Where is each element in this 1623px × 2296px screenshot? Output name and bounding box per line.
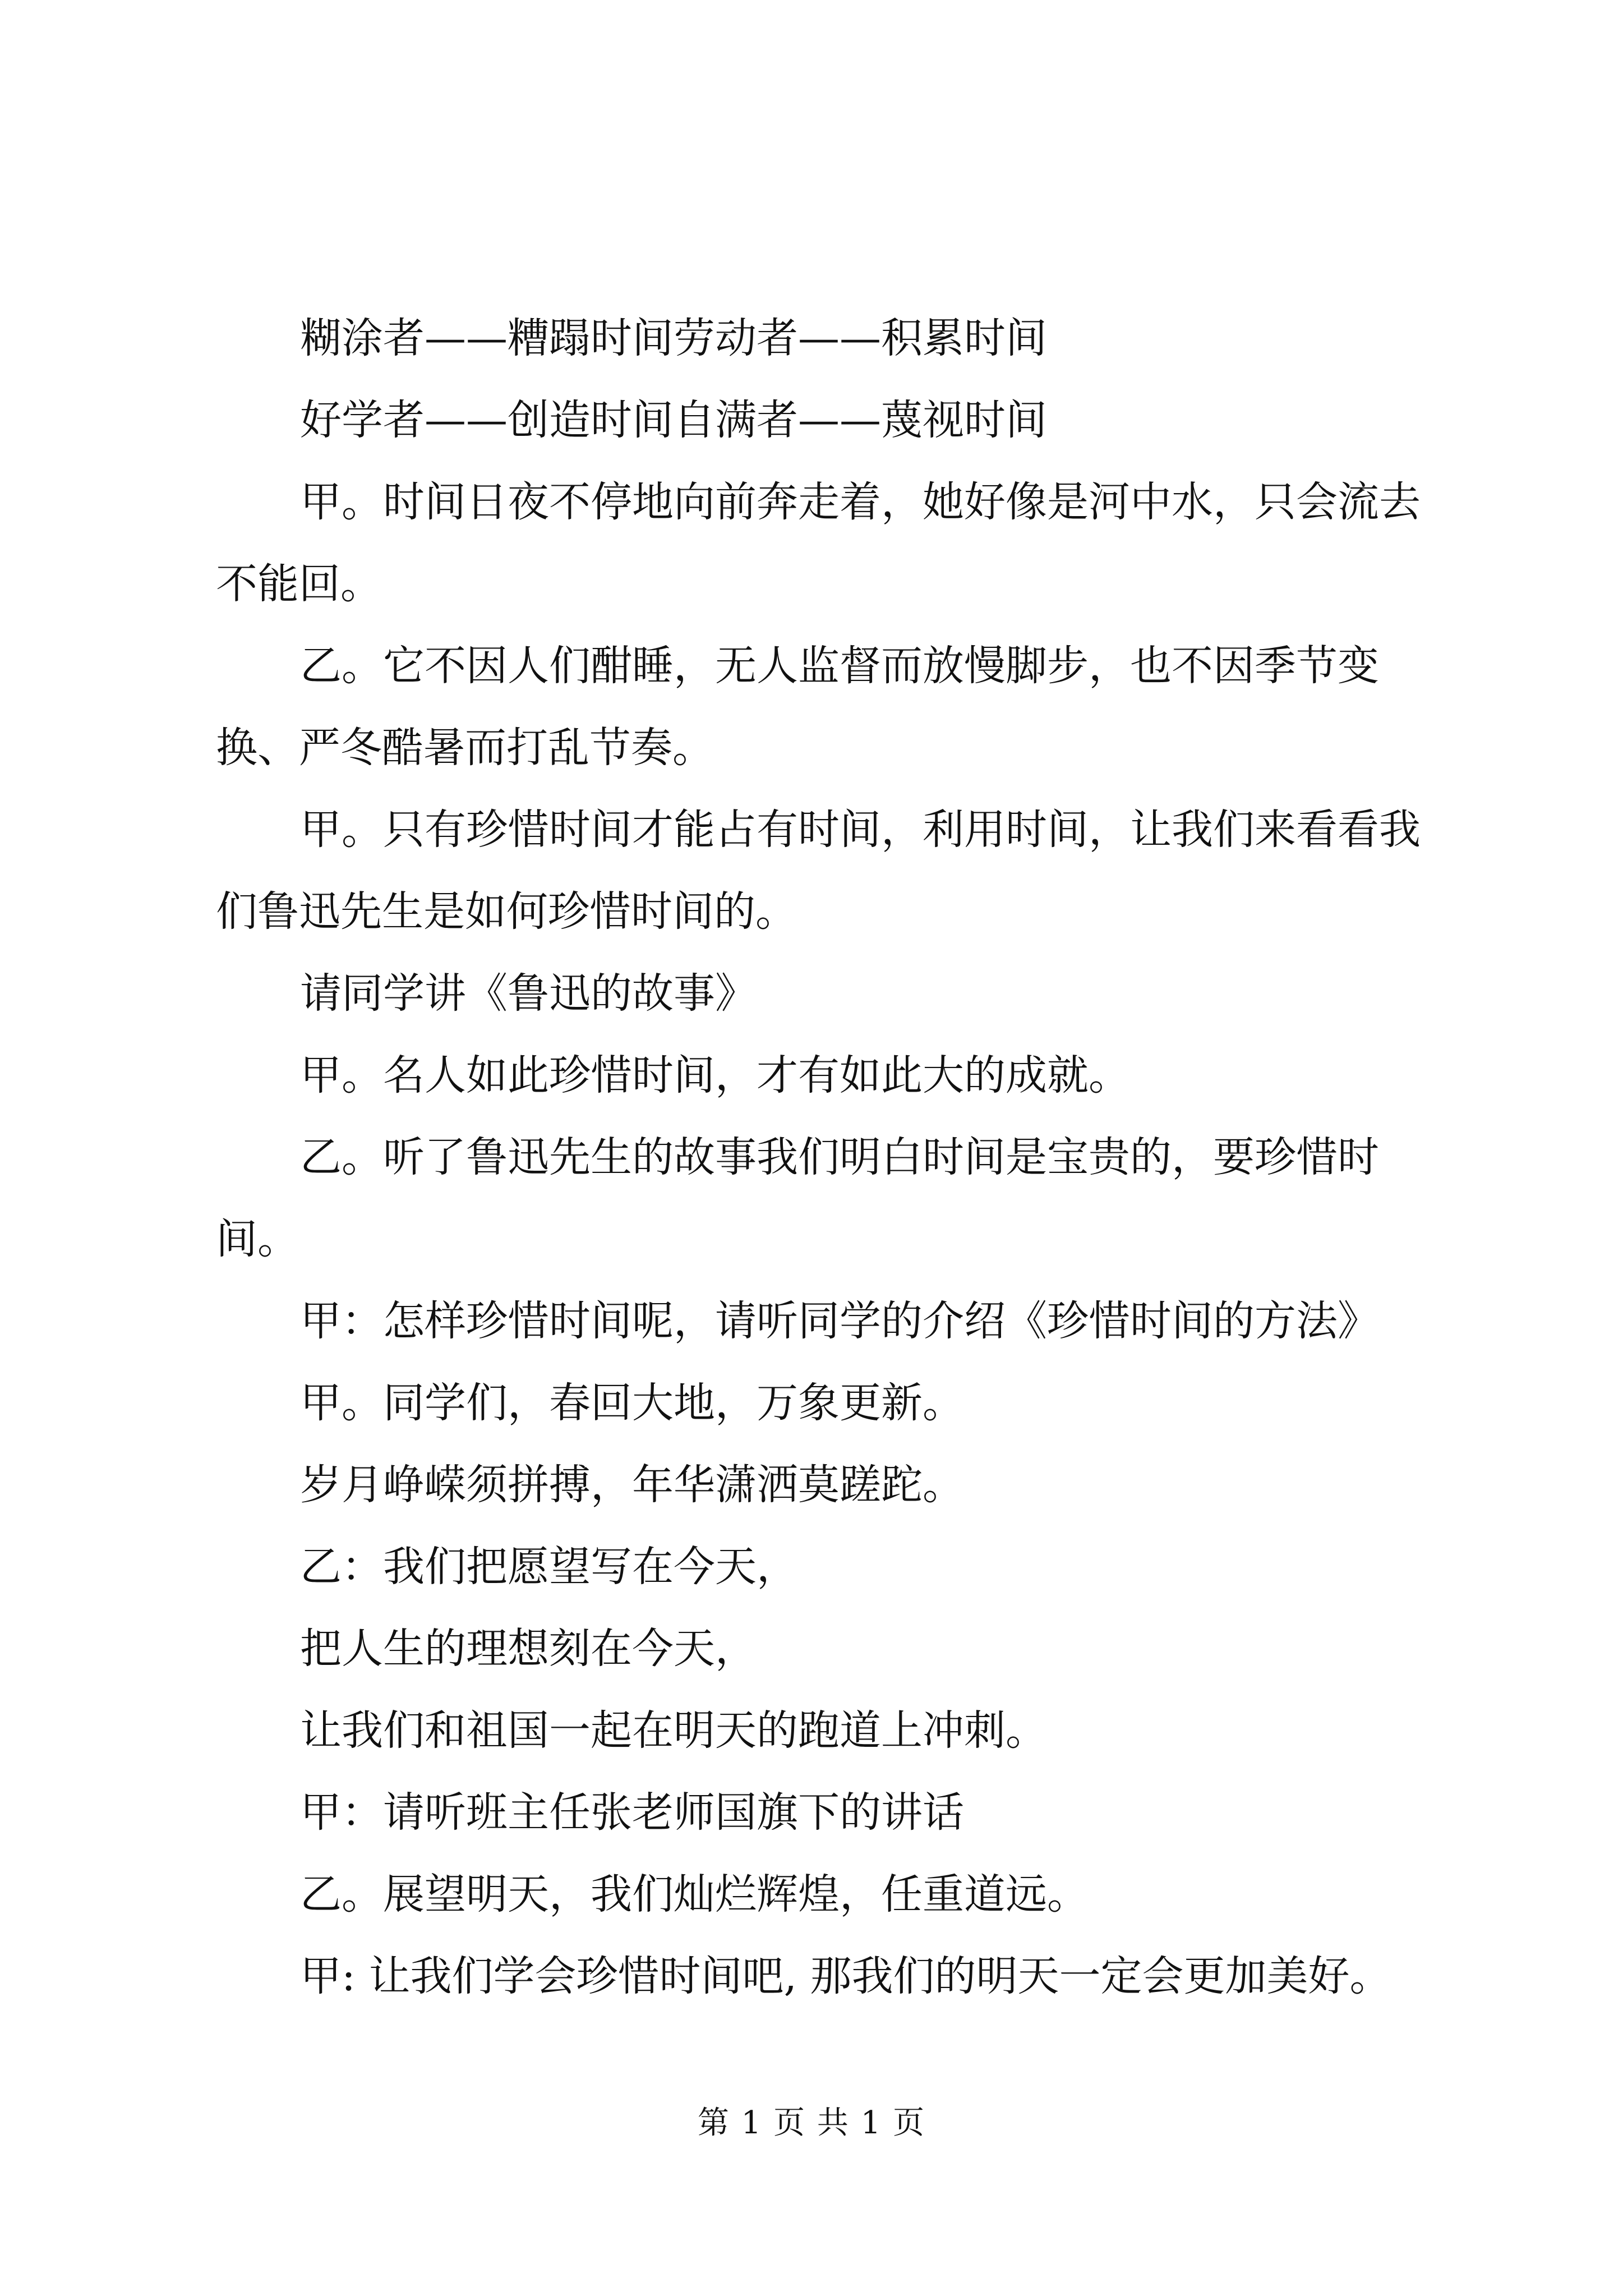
page-footer: 第 1 页 共 1 页 — [697, 2105, 926, 2141]
paragraph: 岁月峥嵘须拼搏，年华潇洒莫蹉跎。 — [300, 1461, 964, 1509]
paragraph: 甲。同学们，春回大地，万象更新。 — [300, 1379, 964, 1427]
paragraph: 甲：请听班主任张老师国旗下的讲话 — [300, 1788, 964, 1837]
paragraph: 把人生的理想刻在今天， — [300, 1625, 757, 1673]
paragraph: 甲: 让我们学会珍惜时间吧, 那我们的明天一定会更加美好。 — [300, 1952, 1391, 2000]
paragraph: 让我们和祖国一起在明天的跑道上冲刺。 — [300, 1706, 1047, 1755]
paragraph: 乙：我们把愿望写在今天， — [300, 1543, 798, 1591]
document-body — [216, 297, 1427, 2017]
paragraph: 甲。只有珍惜时间才能占有时间，利用时间，让我们来看看我们鲁迅先生是如何珍惜时间的。 — [216, 806, 1421, 936]
paragraph: 乙。听了鲁迅先生的故事我们明白时间是宝贵的，要珍惜时间。 — [216, 1133, 1379, 1263]
paragraph: 乙。展望明天，我们灿烂辉煌，任重道远。 — [300, 1870, 1089, 1918]
paragraph: 甲。名人如此珍惜时间，才有如此大的成就。 — [300, 1051, 1130, 1099]
paragraph: 糊涂者——糟蹋时间劳动者——积累时间 — [300, 314, 1047, 362]
paragraph: 请同学讲《鲁迅的故事》 — [300, 969, 757, 1018]
paragraph: 甲。时间日夜不停地向前奔走着，她好像是河中水，只会流去不能回。 — [216, 478, 1421, 608]
paragraph: 甲：怎样珍惜时间呢，请听同学的介绍《珍惜时间的方法》 — [300, 1297, 1379, 1345]
paragraph: 好学者——创造时间自满者——蔑视时间 — [300, 396, 1047, 444]
paragraph: 乙。它不因人们酣睡，无人监督而放慢脚步，也不因季节变换、严冬酷暑而打乱节奏。 — [216, 642, 1379, 772]
